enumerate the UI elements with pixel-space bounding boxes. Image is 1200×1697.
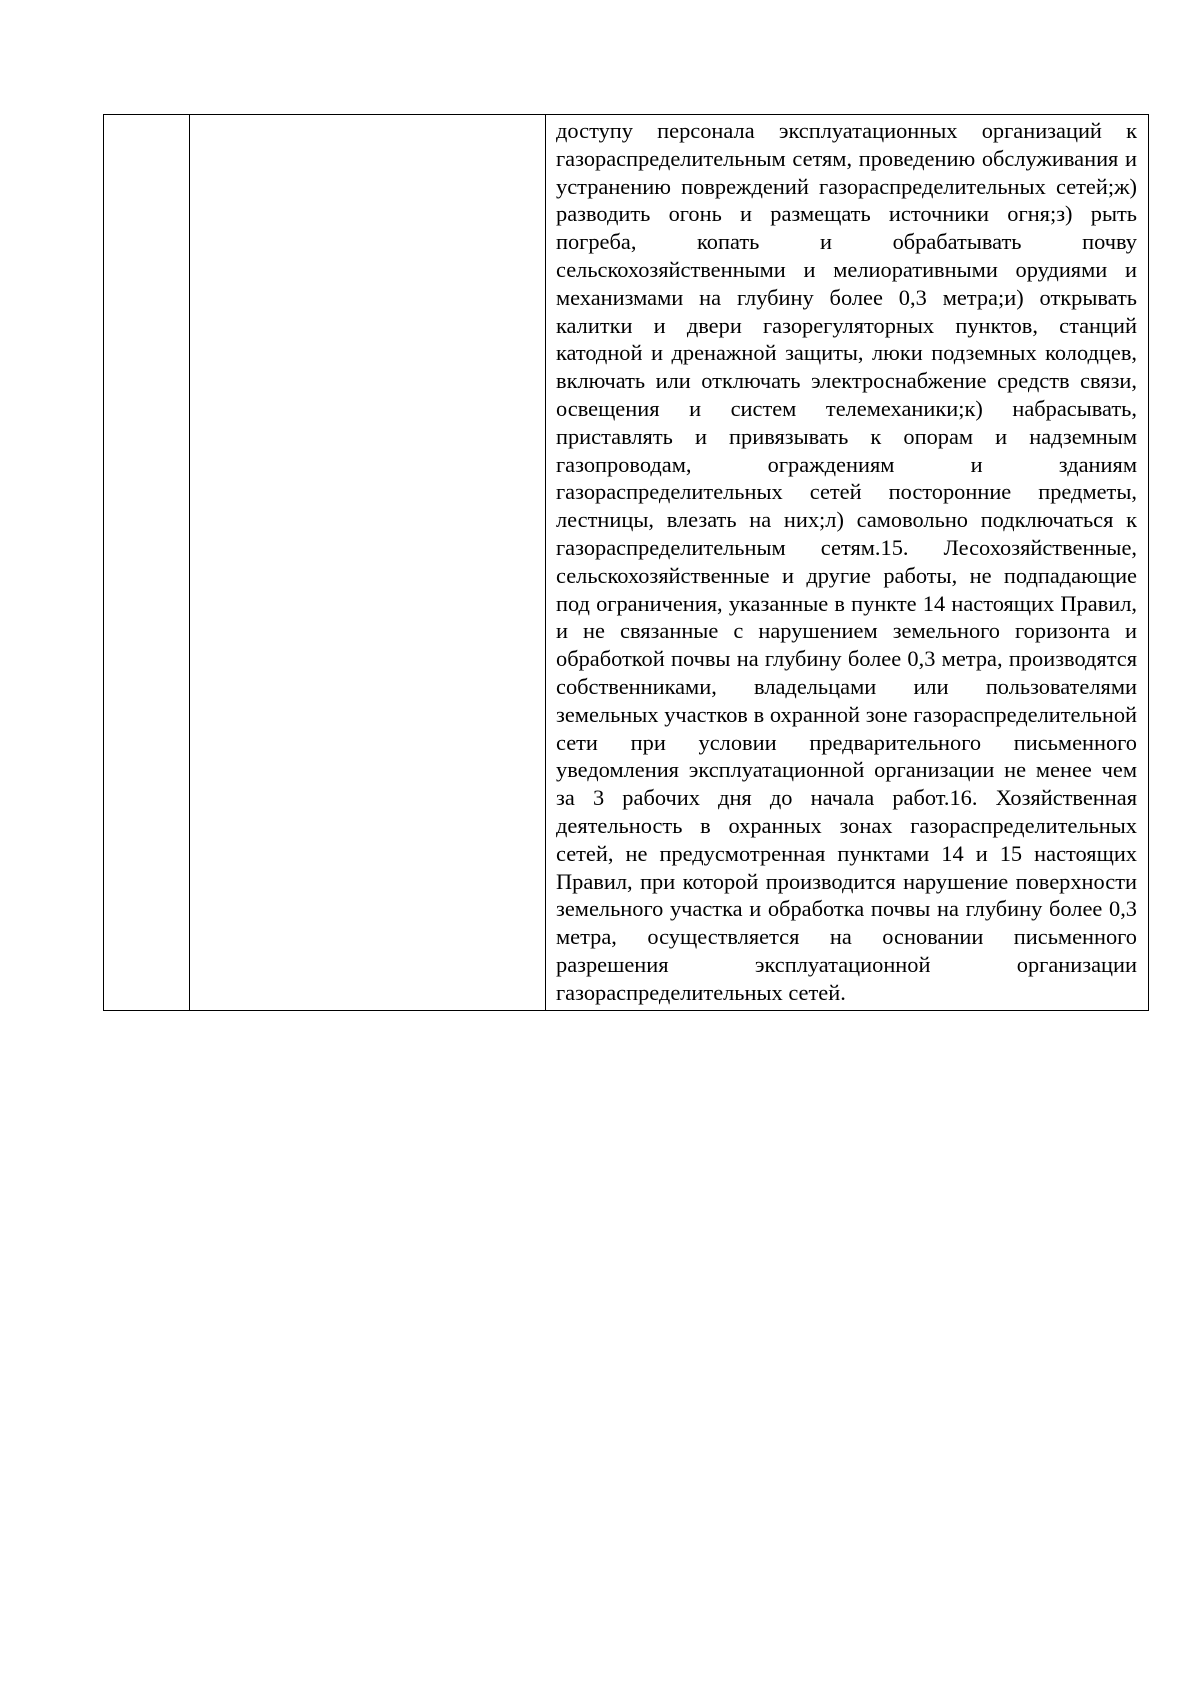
table-cell-content bbox=[546, 115, 1149, 1011]
regulation-table bbox=[103, 114, 1149, 1011]
table-cell-title bbox=[190, 115, 546, 1011]
cell-title-text bbox=[190, 115, 545, 120]
table-cell-number bbox=[104, 115, 190, 1011]
cell-content-text: доступу персонала эксплуатационных организаций к газораспределительным сетям, проведению обслуживания и устранению повреждений газораспределительных сетей;ж) разводить огонь и размещать источники огня;з) рыть погреба, копать и обрабатывать почву сельскохозяйственными и мелиоративными орудиями и механизмами на глубину более 0,3 метра;и) открывать калитки и двери газорегуляторных пунктов, станций катодной и дренажной защиты, люки подземных колодцев, включать или отключать электроснабжение средств связи, освещения и систем телемеханики;к) набрасывать, приставлять и привязывать к опорам и надземным газопроводам, ограждениям и зданиям газораспределительных сетей посторонние предметы, лестницы, влезать на них;л) самовольно подключаться к газораспределительным сетям.15. Лесохозяйственные, сельскохозяйственные и другие работы, не подпадающие под ограничения, указанные в пункте 14 настоящих Правил, и не связанные с нарушением земельного горизонта и обработкой почвы на глубину более 0,3 метра, производятся собственниками, владельцами или пользователями земельных участков в охранной зоне газораспределительной сети при условии предварительного письменного уведомления эксплуатационной организации не менее чем за 3 рабочих дня до начала работ.16. Хозяйственная деятельность в охранных зонах газораспределительных сетей, не предусмотренная пунктами 14 и 15 настоящих Правил, при которой производится нарушение поверхности земельного участка и обработка почвы на глубину более 0,3 метра, осуществляется на основании письменного разрешения эксплуатационной организации газораспределительных сетей. bbox=[556, 118, 1137, 1005]
table-row bbox=[104, 115, 1149, 1011]
cell-number-text bbox=[104, 115, 189, 120]
